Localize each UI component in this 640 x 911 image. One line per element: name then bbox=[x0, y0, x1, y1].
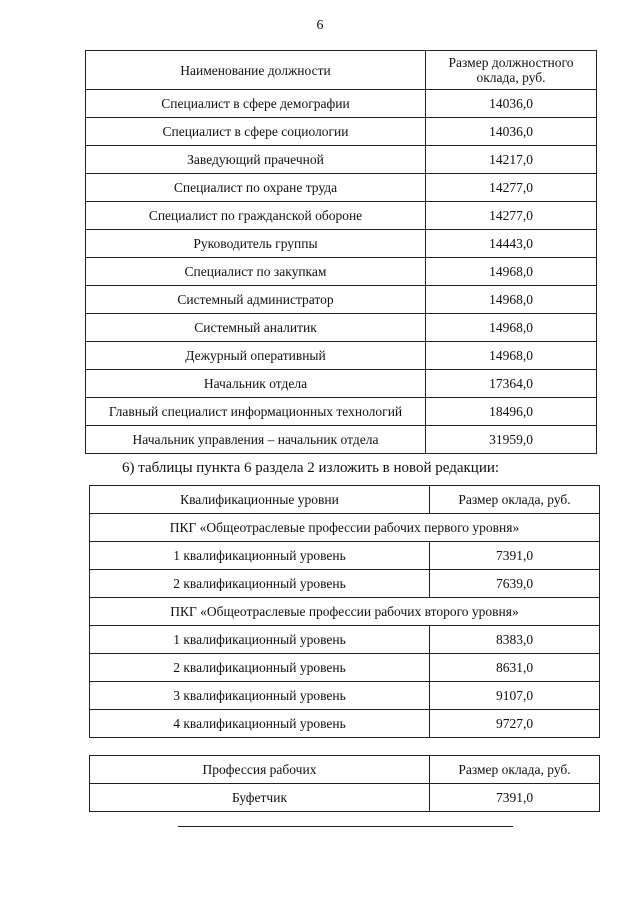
position-cell: Заведующий прачечной bbox=[86, 146, 426, 174]
page-number: 6 bbox=[316, 18, 324, 33]
position-cell: Системный аналитик bbox=[86, 314, 426, 342]
position-cell: Специалист в сфере демографии bbox=[86, 90, 426, 118]
table-row bbox=[86, 118, 597, 146]
salary-cell: 14217,0 bbox=[426, 146, 597, 174]
salary-cell: 9107,0 bbox=[430, 682, 600, 710]
column-header-qualification: Квалификационные уровни bbox=[90, 486, 430, 514]
group-title-second-level: ПКГ «Общеотраслевые профессии рабочих второго уровня» bbox=[90, 598, 600, 626]
salary-cell: 17364,0 bbox=[426, 370, 597, 398]
salary-cell: 18496,0 bbox=[426, 398, 597, 426]
table-row bbox=[86, 370, 597, 398]
salary-cell: 31959,0 bbox=[426, 426, 597, 454]
position-cell: Специалист по охране труда bbox=[86, 174, 426, 202]
table-row bbox=[90, 626, 600, 654]
level-cell: 2 квалификационный уровень bbox=[90, 570, 430, 598]
salary-cell: 14443,0 bbox=[426, 230, 597, 258]
table-row bbox=[90, 570, 600, 598]
position-cell: Главный специалист информационных технологий bbox=[86, 398, 426, 426]
table-header-row bbox=[86, 51, 597, 90]
position-cell: Специалист в сфере социологии bbox=[86, 118, 426, 146]
column-header-position: Наименование должности bbox=[86, 51, 426, 90]
salary-table-worker-professions bbox=[89, 755, 600, 812]
column-header-salary: Размер оклада, руб. bbox=[430, 486, 600, 514]
salary-table-qualification-levels bbox=[89, 485, 600, 738]
table-row bbox=[86, 286, 597, 314]
table-row bbox=[90, 542, 600, 570]
salary-cell: 7391,0 bbox=[430, 542, 600, 570]
group-title-first-level: ПКГ «Общеотраслевые профессии рабочих первого уровня» bbox=[90, 514, 600, 542]
salary-table-positions bbox=[85, 50, 597, 454]
salary-cell: 14036,0 bbox=[426, 90, 597, 118]
table-row bbox=[86, 258, 597, 286]
level-cell: 1 квалификационный уровень bbox=[90, 626, 430, 654]
closing-rule bbox=[178, 826, 513, 827]
level-cell: 4 квалификационный уровень bbox=[90, 710, 430, 738]
amendment-paragraph: 6) таблицы пункта 6 раздела 2 изложить в новой редакции: bbox=[122, 460, 500, 476]
table-row bbox=[86, 342, 597, 370]
salary-cell: 14968,0 bbox=[426, 342, 597, 370]
table-row bbox=[86, 314, 597, 342]
position-cell: Начальник отдела bbox=[86, 370, 426, 398]
salary-cell: 14968,0 bbox=[426, 258, 597, 286]
salary-cell: 14277,0 bbox=[426, 174, 597, 202]
salary-cell: 8631,0 bbox=[430, 654, 600, 682]
table-row bbox=[86, 426, 597, 454]
level-cell: 3 квалификационный уровень bbox=[90, 682, 430, 710]
salary-cell: 8383,0 bbox=[430, 626, 600, 654]
table-row bbox=[86, 174, 597, 202]
salary-cell: 7639,0 bbox=[430, 570, 600, 598]
table-row bbox=[86, 230, 597, 258]
table-row bbox=[86, 146, 597, 174]
level-cell: 2 квалификационный уровень bbox=[90, 654, 430, 682]
position-cell: Дежурный оперативный bbox=[86, 342, 426, 370]
position-cell: Специалист по закупкам bbox=[86, 258, 426, 286]
column-header-salary: Размер оклада, руб. bbox=[430, 756, 600, 784]
salary-cell: 14968,0 bbox=[426, 314, 597, 342]
table-row bbox=[86, 90, 597, 118]
table-header-row bbox=[90, 756, 600, 784]
salary-cell: 14277,0 bbox=[426, 202, 597, 230]
table-row bbox=[90, 654, 600, 682]
column-header-salary: Размер должностного оклада, руб. bbox=[426, 51, 597, 90]
table-row bbox=[90, 784, 600, 812]
salary-cell: 14036,0 bbox=[426, 118, 597, 146]
position-cell: Специалист по гражданской обороне bbox=[86, 202, 426, 230]
salary-cell: 9727,0 bbox=[430, 710, 600, 738]
position-cell: Руководитель группы bbox=[86, 230, 426, 258]
salary-cell: 14968,0 bbox=[426, 286, 597, 314]
column-header-profession: Профессия рабочих bbox=[90, 756, 430, 784]
table-row bbox=[90, 710, 600, 738]
level-cell: 1 квалификационный уровень bbox=[90, 542, 430, 570]
salary-cell: 7391,0 bbox=[430, 784, 600, 812]
position-cell: Системный администратор bbox=[86, 286, 426, 314]
table-row bbox=[90, 682, 600, 710]
group-title-row bbox=[90, 514, 600, 542]
group-title-row bbox=[90, 598, 600, 626]
table-row bbox=[86, 398, 597, 426]
position-cell: Начальник управления – начальник отдела bbox=[86, 426, 426, 454]
table-header-row bbox=[90, 486, 600, 514]
profession-cell: Буфетчик bbox=[90, 784, 430, 812]
table-row bbox=[86, 202, 597, 230]
